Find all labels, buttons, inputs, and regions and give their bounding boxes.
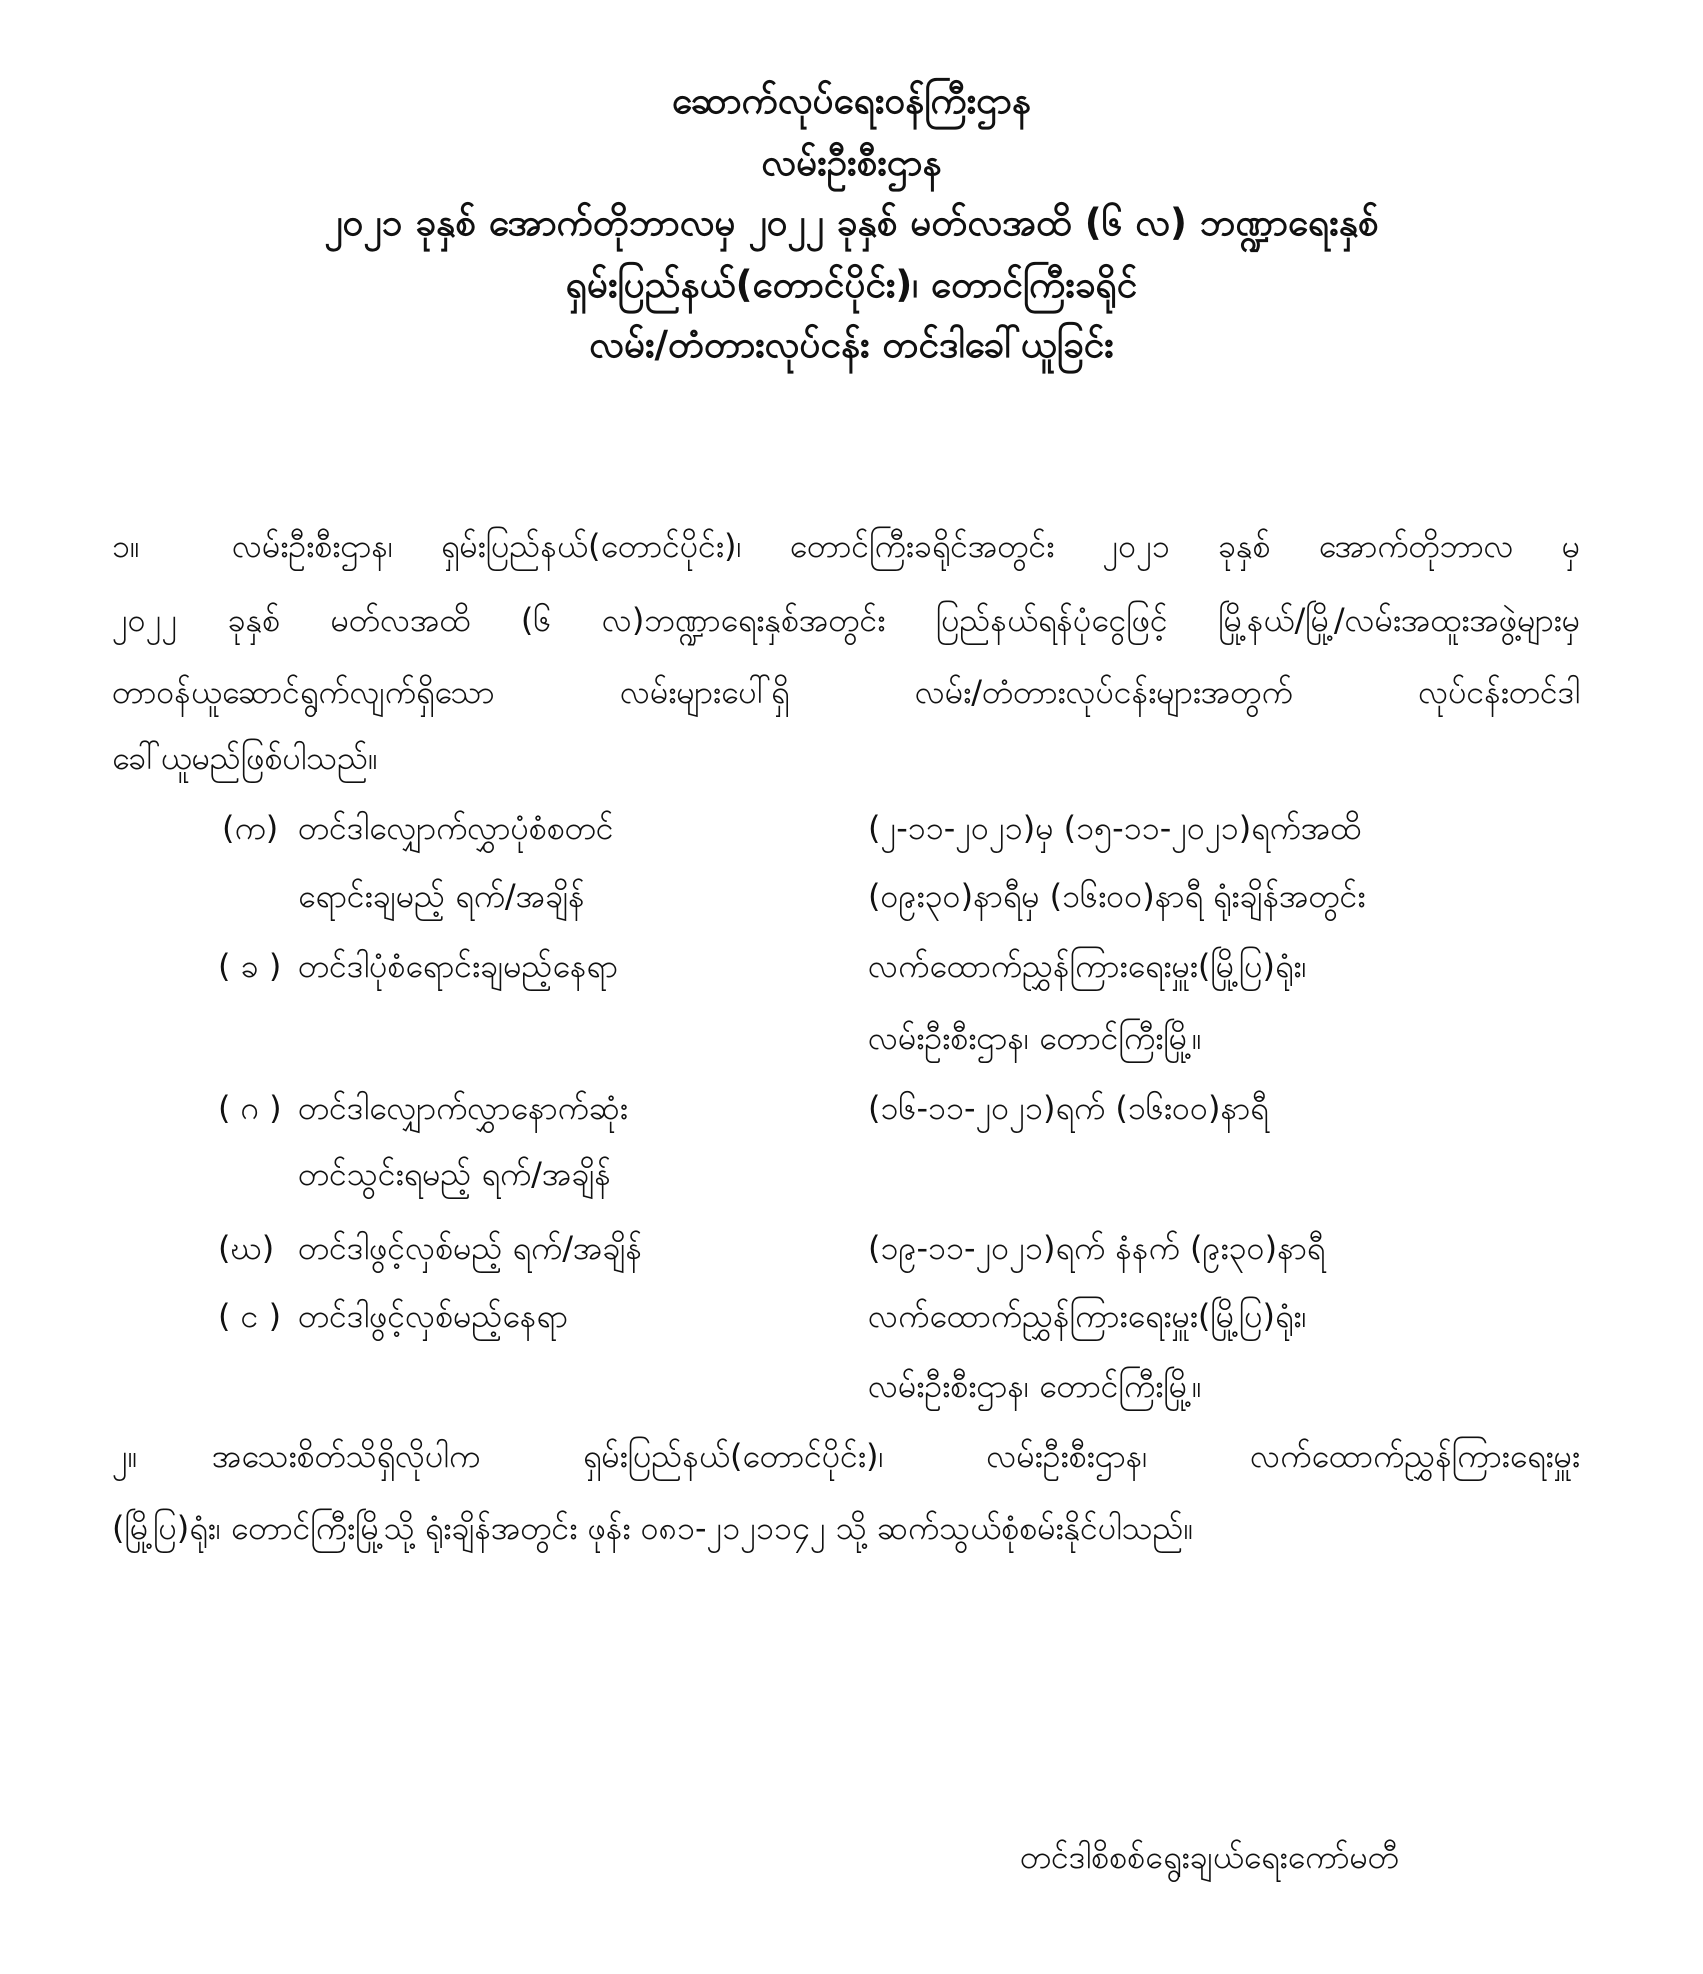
item-text: တင်ဒါပုံစံရောင်းချမည့်နေရာ xyxy=(298,947,618,985)
item-text: ရောင်းချမည့် ရက်/အချိန် xyxy=(298,877,585,915)
item-text: တင်ဒါဖွင့်လှစ်မည့် ရက်/အချိန် xyxy=(298,1229,643,1267)
para1-line: ၂၀၂၂ ခုနှစ် မတ်လအထိ (၆ လ)ဘဏ္ဍာရေးနှစ်အတွင်း ပြည်နယ်ရန်ပုံငွေဖြင့် မြို့နယ်/မြို့/လမ်းအထူးအဖွဲ့များမှ xyxy=(112,601,1580,639)
item-label: ( င ) xyxy=(218,1297,282,1335)
para1-line: ခေါ်ယူမည်ဖြစ်ပါသည်။ xyxy=(112,739,378,777)
item-text: တင်ဒါလျှောက်လွှာနောက်ဆုံး xyxy=(298,1089,628,1127)
item-value: (၁၆-၁၁-၂၀၂၁)ရက် (၁၆း၀၀)နာရီ xyxy=(868,1089,1269,1127)
item-text: တင်ဒါဖွင့်လှစ်မည့်နေရာ xyxy=(298,1297,568,1335)
item-label: (ဃ) xyxy=(218,1229,275,1267)
sub-department-heading: လမ်းဦးစီးဌာန xyxy=(761,141,942,184)
item-text: တင်သွင်းရမည့် ရက်/အချိန် xyxy=(298,1155,611,1193)
para1-line: လမ်းဦးစီးဌာန၊ ရှမ်းပြည်နယ်(တောင်ပိုင်း)၊ တောင်ကြီးခရိုင်အတွင်း ၂၀၂၁ ခုနှစ် အောက်တိုဘာလ မှ xyxy=(232,527,1580,565)
committee-signature: တင်ဒါစိစစ်ရွေးချယ်ရေးကော်မတီ xyxy=(1020,1838,1399,1876)
item-value: (၂-၁၁-၂၀၂၁)မှ (၁၅-၁၁-၂၀၂၁)ရက်အထိ xyxy=(868,809,1362,847)
item-value: လက်ထောက်ညွှန်ကြားရေးမှူး(မြို့ပြ)ရုံး၊ xyxy=(868,947,1307,985)
para1-line: တာဝန်ယူဆောင်ရွက်လျက်ရှိသော လမ်းများပေါ်ရှိ လမ်း/တံတားလုပ်ငန်းများအတွက် လုပ်ငန်းတင်ဒါ xyxy=(112,673,1580,711)
location-heading: ရှမ်းပြည်နယ်(တောင်ပိုင်း)၊ တောင်ကြီးခရိုင် xyxy=(565,263,1138,306)
para2-line: (မြို့ပြ)ရုံး၊ တောင်ကြီးမြို့သို့ ရုံးချိန်အတွင်း ဖုန်း ၀၈၁-၂၁၂၁၁၄၂ သို့ ဆက်သွယ်စုံစမ်းနိုင်ပါသည်။ xyxy=(112,1509,1194,1547)
para2-number: ၂။ xyxy=(112,1437,138,1475)
item-value: လက်ထောက်ညွှန်ကြားရေးမှူး(မြို့ပြ)ရုံး၊ xyxy=(868,1297,1307,1335)
para1-number: ၁။ xyxy=(112,527,140,565)
tender-title: လမ်း/တံတားလုပ်ငန်း တင်ဒါခေါ်ယူခြင်း xyxy=(589,323,1114,366)
item-label: (က) xyxy=(222,809,279,847)
item-value: လမ်းဦးစီးဌာန၊ တောင်ကြီးမြို့။ xyxy=(868,1019,1202,1057)
item-label: ( ဂ ) xyxy=(218,1089,282,1127)
fiscal-year-heading: ၂၀၂၁ ခုနှစ် အောက်တိုဘာလမှ ၂၀၂၂ ခုနှစ် မတ်လအထိ (၆ လ) ဘဏ္ဍာရေးနှစ် xyxy=(324,201,1379,244)
item-value: လမ်းဦးစီးဌာန၊ တောင်ကြီးမြို့။ xyxy=(868,1367,1202,1405)
item-value: (၀၉း၃၀)နာရီမှ (၁၆း၀၀)နာရီ ရုံးချိန်အတွင်း xyxy=(868,877,1366,915)
item-label: ( ခ ) xyxy=(218,947,282,985)
para2-line: အသေးစိတ်သိရှိလိုပါက ရှမ်းပြည်နယ်(တောင်ပိုင်း)၊ လမ်းဦးစီးဌာန၊ လက်ထောက်ညွှန်ကြားရေးမှူး xyxy=(212,1437,1580,1475)
department-heading: ဆောက်လုပ်ရေးဝန်ကြီးဌာန xyxy=(672,79,1031,122)
item-text: တင်ဒါလျှောက်လွှာပုံစံစတင် xyxy=(298,809,614,847)
item-value: (၁၉-၁၁-၂၀၂၁)ရက် နံနက် (၉း၃၀)နာရီ xyxy=(868,1229,1326,1267)
